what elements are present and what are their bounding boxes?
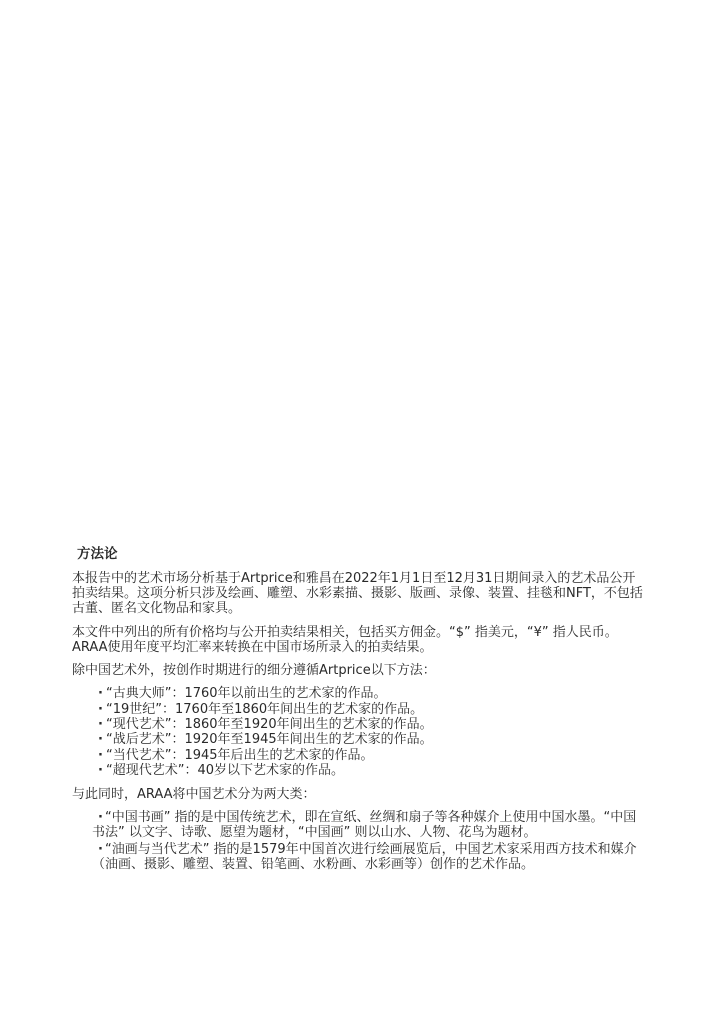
category-item-chinese-painting: · “中国书画” 指的是中国传统艺术，即在宣纸、丝绸和扇子等各种媒介上使用中国水墨。“中国书法” 以文字、诗歌、愿望为题材，“中国画” 则以山水、人物、花鸟为题材。 (92, 810, 645, 840)
paragraph-scope: 本报告中的艺术市场分析基于Artprice和雅昌在2022年1月1日至12月31日期间录入的艺术品公开拍卖结果。这项分析只涉及绘画、雕塑、水彩素描、摄影、版画、录像、装置、挂毯和NFT，不包括古董、匿名文化物品和家具。 (72, 571, 643, 617)
period-item-old-masters: · “古典大师”：1760年以前出生的艺术家的作品。 (98, 686, 647, 701)
period-list (72, 686, 647, 778)
period-item-19th-century: · “19世纪”：1760年至1860年间出生的艺术家的作品。 (98, 702, 647, 717)
methodology-section (72, 546, 647, 875)
period-item-modern: · “现代艺术”：1860年至1920年间出生的艺术家的作品。 (98, 717, 647, 732)
paragraph-prices: 本文件中列出的所有价格均与公开拍卖结果相关，包括买方佣金。“$” 指美元，“¥” 指人民币。ARAA使用年度平均汇率来转换在中国市场所录入的拍卖结果。 (72, 624, 618, 655)
category-item-oil-contemporary: · “油画与当代艺术” 指的是1579年中国首次进行绘画展览后，中国艺术家采用西方技术和媒介（油画、摄影、雕塑、装置、铅笔画、水粉画、水彩画等）创作的艺术作品。 (92, 842, 645, 872)
period-item-post-war: · “战后艺术”：1920年至1945年间出生的艺术家的作品。 (98, 732, 647, 747)
category-list (72, 810, 647, 873)
period-item-contemporary: · “当代艺术”：1945年后出生的艺术家的作品。 (98, 748, 647, 763)
period-item-ultra-contemporary: · “超现代艺术”：40岁以下艺术家的作品。 (98, 763, 647, 778)
paragraph-categories-intro: 与此同时，ARAA将中国艺术分为两大类： (72, 786, 316, 802)
section-heading: 方法论 (77, 546, 118, 562)
paragraph-periods-intro: 除中国艺术外，按创作时期进行的细分遵循Artprice以下方法： (72, 663, 436, 679)
